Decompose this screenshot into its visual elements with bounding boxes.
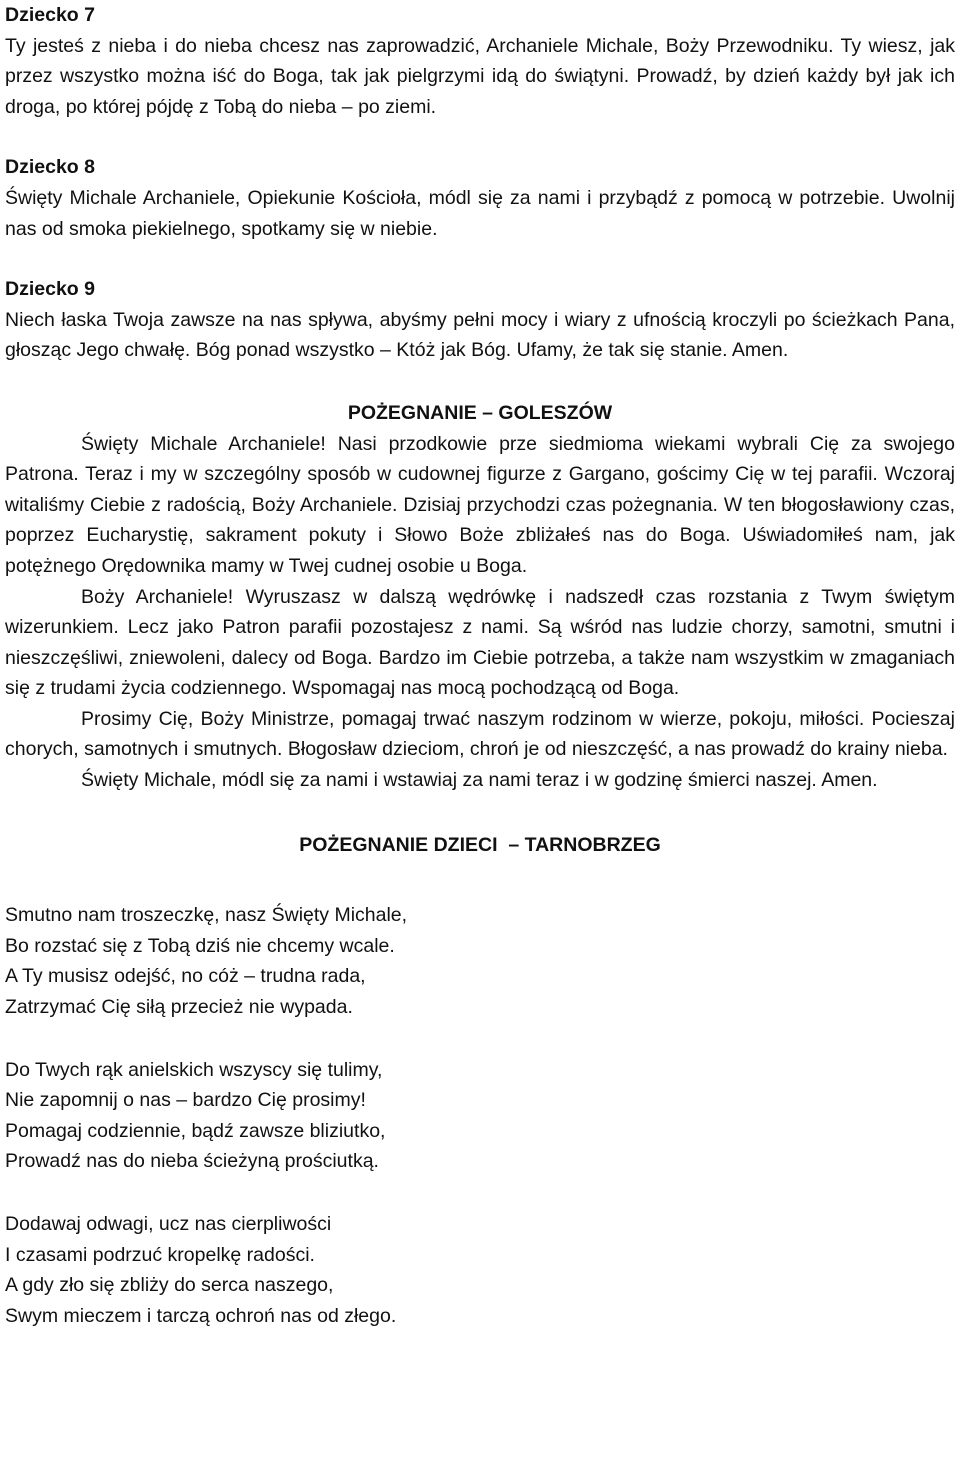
child-7-section xyxy=(5,0,955,122)
goleszow-paragraph-4: Święty Michale, módl się za nami i wstawiaj za nami teraz i w godzinę śmierci naszej. Amen. xyxy=(81,769,878,792)
poem-line: Dodawaj odwagi, ucz nas cierpliwości xyxy=(5,1213,332,1235)
poem-stanza-1 xyxy=(5,900,955,1022)
child-7-text: Ty jesteś z nieba i do nieba chcesz nas zaprowadzić, Archaniele Michale, Boży Przewodniku. Ty wiesz, jak przez wszystko można iść do Boga, tak jak pielgrzymi idą do świątyni. Prowadź, by dzień każdy był jak ich droga, po której pójdę z Tobą do nieba – po ziemi. xyxy=(5,34,955,118)
child-8-heading: Dziecko 8 xyxy=(5,156,95,179)
poem-stanza-2 xyxy=(5,1055,955,1177)
goleszow-paragraph-3: Prosimy Cię, Boży Ministrze, pomagaj trwać naszym rodzinom w wierze, pokoju, miłości. Pocieszaj chorych, samotnych i smutnych. Błogosław dzieciom, chroń je od nieszczęść, a nas prowadź do krainy nieba. xyxy=(5,707,955,761)
poem-line: Pomagaj codziennie, bądź zawsze bliziutko, xyxy=(5,1119,386,1142)
poem-line: Nie zapomnij o nas – bardzo Cię prosimy! xyxy=(5,1089,366,1112)
poem-line: Smutno nam troszeczkę, nasz Święty Michale, xyxy=(5,904,408,927)
child-9-heading: Dziecko 9 xyxy=(5,278,95,301)
poem-line: A Ty musisz odejść, no cóż – trudna rada, xyxy=(5,965,366,988)
goleszow-title: POŻEGNANIE – GOLESZÓW xyxy=(347,401,613,424)
poem-line: A gdy zło się zbliży do serca naszego, xyxy=(5,1274,334,1297)
poem-stanza-3 xyxy=(5,1209,955,1331)
poem-line: Swym mieczem i tarczą ochroń nas od złego. xyxy=(5,1304,397,1327)
child-9-section xyxy=(5,274,955,366)
goleszow-paragraph-2: Boży Archaniele! Wyruszasz w dalszą wędrówkę i nadszedł czas rozstania z Twym świętym wizerunkiem. Lecz jako Patron parafii pozostajesz z nami. Są wśród nas ludzie chorzy, samotni, smutni i nieszczęśliwi, zniewoleni, dalecy od Boga. Bardzo im Ciebie potrzeba, a także nam wszystkim w zmaganiach się z trudami życia codziennego. Wspomagaj nas mocą pochodzącą od Boga. xyxy=(5,585,955,700)
poem-line: Zatrzymać Cię siłą przecież nie wypada. xyxy=(5,996,353,1019)
poem-line: Do Twych rąk anielskich wszyscy się tulimy, xyxy=(5,1058,383,1081)
goleszow-paragraph-1: Święty Michale Archaniele! Nasi przodkowie prze siedmioma wiekami wybrali Cię za swojego Patrona. Teraz i my w szczególny sposób w cudownej figurze z Gargano, gościmy Cię w tej parafii. Wczoraj witaliśmy Ciebie z radością, Boży Archaniele. Dzisiaj przychodzi czas pożegnania. W ten błogosławiony czas, poprzez Eucharystię, sakrament pokuty i Słowo Boże zbliżałeś nas do Boga. Uświadomiłeś nam, jak potężnego Orędownika mamy w Twej cudnej osobie u Boga. xyxy=(5,432,955,577)
poem-line: Prowadź nas do nieba ścieżyną prościutką. xyxy=(5,1150,379,1173)
poem-line: Bo rozstać się z Tobą dziś nie chcemy wcale. xyxy=(5,934,395,957)
child-8-section xyxy=(5,152,955,244)
poem-line: I czasami podrzuć kropelkę radości. xyxy=(5,1243,315,1266)
tarnobrzeg-section xyxy=(5,830,955,1332)
goleszow-section xyxy=(5,398,955,796)
child-9-text: Niech łaska Twoja zawsze na nas spływa, abyśmy pełni mocy i wiary z ufnością kroczyli po ścieżkach Pana, głosząc Jego chwałę. Bóg ponad wszystko – Któż jak Bóg. Ufamy, że tak się stanie. Amen. xyxy=(5,308,955,362)
tarnobrzeg-title: POŻEGNANIE DZIECI – TARNOBRZEG xyxy=(299,833,661,856)
child-7-heading: Dziecko 7 xyxy=(5,4,95,26)
child-8-text: Święty Michale Archaniele, Opiekunie Kościoła, módl się za nami i przybądź z pomocą w potrzebie. Uwolnij nas od smoka piekielnego, spotkamy się w niebie. xyxy=(5,186,955,240)
